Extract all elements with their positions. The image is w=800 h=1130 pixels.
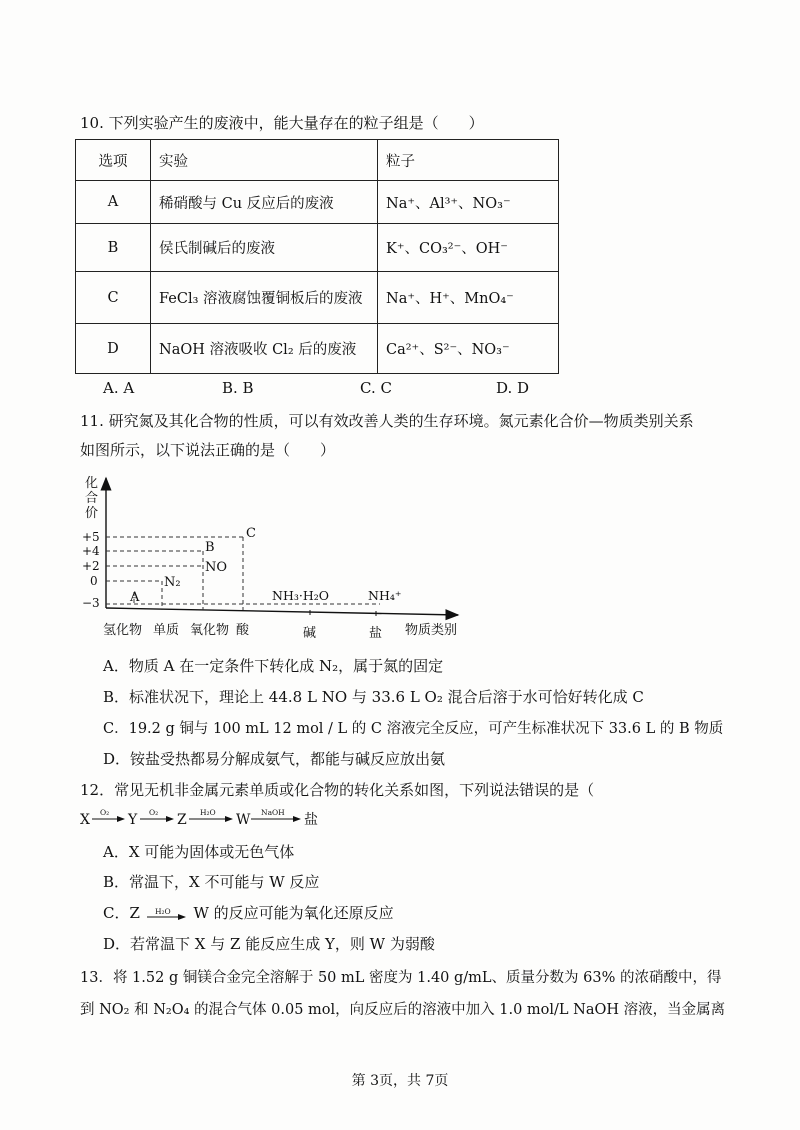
cell-experiment: FeCl₃ 溶液腐蚀覆铜板后的废液 [151, 272, 378, 324]
q10-option-a[interactable]: A. A [103, 379, 135, 397]
q11-option-c[interactable]: C．19.2 g 铜与 100 mL 12 mol / L 的 C 溶液完全反应，可产生标准状况下 33.6 L 的 B 物质 [103, 721, 724, 737]
y-tick: 0 [90, 574, 98, 588]
cell-particles: K⁺、CO₃²⁻、OH⁻ [378, 224, 559, 272]
point-label-n2: N₂ [164, 575, 181, 590]
y-tick: +2 [82, 559, 100, 573]
q10-option-c[interactable]: C. C [360, 379, 392, 397]
y-axis-label-char1: 化 [85, 476, 99, 491]
point-label-nh3h2o: NH₃·H₂O [272, 588, 329, 603]
x-axis-label: 物质类别 [405, 623, 458, 638]
y-tick: −3 [82, 596, 100, 610]
q11-option-d[interactable]: D．铵盐受热都易分解成氨气，都能与碱反应放出氨 [103, 750, 446, 768]
chain-reagent: O₂ [149, 808, 159, 817]
cell-experiment: 侯氏制碱后的废液 [151, 224, 378, 272]
cell-option: B [76, 224, 151, 272]
q12-option-c[interactable] [103, 902, 394, 923]
chain-reagent: O₂ [100, 808, 110, 817]
x-category-label: 酸 [236, 623, 250, 638]
q12-conversion-chain [78, 805, 338, 831]
page-footer: 第 3页，共 7页 [351, 1073, 449, 1089]
q11-stem-line2: 如图所示，以下说法正确的是（ ） [80, 441, 336, 459]
q11-stem-line1: 11. 研究氮及其化合物的性质，可以有效改善人类的生存环境。氮元素化合价—物质类别关系 [80, 412, 694, 430]
chain-reagent: H₂O [200, 808, 216, 817]
point-label-a: A [130, 590, 140, 605]
y-tick: +4 [82, 544, 100, 558]
x-category-label: 单质 [153, 623, 180, 638]
q13-line1: 13．将 1.52 g 铜镁合金完全溶解于 50 mL 密度为 1.40 g/mL、质量分数为 63% 的浓硝酸中，得 [80, 970, 722, 986]
cell-particles: Na⁺、Al³⁺、NO₃⁻ [378, 181, 559, 224]
y-axis-label-char3: 价 [85, 506, 99, 521]
point-label-nh4: NH₄⁺ [368, 588, 402, 603]
chain-reagent: NaOH [261, 808, 285, 817]
q12-option-c-tail: W 的反应可能为氧化还原反应 [193, 904, 394, 922]
cell-particles: Na⁺、H⁺、MnO₄⁻ [378, 272, 559, 324]
chain-salt: 盐 [304, 812, 318, 828]
y-tick: +5 [82, 530, 100, 544]
y-axis-label-char2: 合 [85, 491, 99, 506]
x-category-label: 盐 [369, 626, 383, 641]
q12-option-d[interactable]: D．若常温下 X 与 Z 能反应生成 Y，则 W 为弱酸 [103, 935, 435, 953]
chain-w: W [236, 812, 251, 828]
x-category-label: 氢化物 [103, 623, 143, 638]
point-label-b: B [205, 540, 215, 555]
q12-option-a[interactable]: A．X 可能为固体或无色气体 [103, 843, 295, 861]
chain-x: X [80, 812, 90, 828]
cell-option: C [76, 272, 151, 324]
x-category-label: 碱 [303, 626, 317, 641]
chain-z: Z [177, 812, 187, 828]
q11-option-a[interactable]: A．物质 A 在一定条件下转化成 N₂，属于氮的固定 [103, 657, 444, 675]
q10-option-b[interactable]: B. B [222, 379, 254, 397]
point-label-no: NO [205, 560, 228, 575]
arrow-reagent: H₂O [154, 907, 171, 916]
q12-stem: 12．常见无机非金属元素单质或化合物的转化关系如图，下列说法错误的是（ [80, 781, 595, 799]
cell-experiment: NaOH 溶液吸收 Cl₂ 后的废液 [151, 324, 378, 374]
q10-option-d[interactable]: D. D [496, 379, 530, 397]
point-label-c: C [246, 526, 256, 541]
x-axis [106, 608, 458, 615]
q12-option-b[interactable]: B．常温下，X 不可能与 W 反应 [103, 873, 320, 891]
chain-y: Y [128, 812, 138, 828]
col-header-particles: 粒子 [378, 140, 559, 181]
col-header-option: 选项 [76, 140, 151, 181]
q11-option-b[interactable]: B．标准状况下，理论上 44.8 L NO 与 33.6 L O₂ 混合后溶于水可恰好转化成 C [103, 688, 644, 706]
cell-option: D [76, 324, 151, 374]
dashed-guides [106, 537, 380, 610]
cell-experiment: 稀硝酸与 Cu 反应后的废液 [151, 181, 378, 224]
q10-stem: 10. 下列实验产生的废液中，能大量存在的粒子组是（ ） [80, 114, 484, 132]
x-category-label: 氧化物 [190, 623, 230, 638]
reaction-arrow [145, 906, 189, 922]
cell-particles: Ca²⁺、S²⁻、NO₃⁻ [378, 324, 559, 374]
q12-option-c-head: C．Z [103, 904, 140, 922]
cell-option: A [76, 181, 151, 224]
col-header-experiment: 实验 [151, 140, 378, 181]
q13-line2: 到 NO₂ 和 N₂O₄ 的混合气体 0.05 mol，向反应后的溶液中加入 1.0 mol/L NaOH 溶液，当金属离 [80, 1002, 726, 1018]
